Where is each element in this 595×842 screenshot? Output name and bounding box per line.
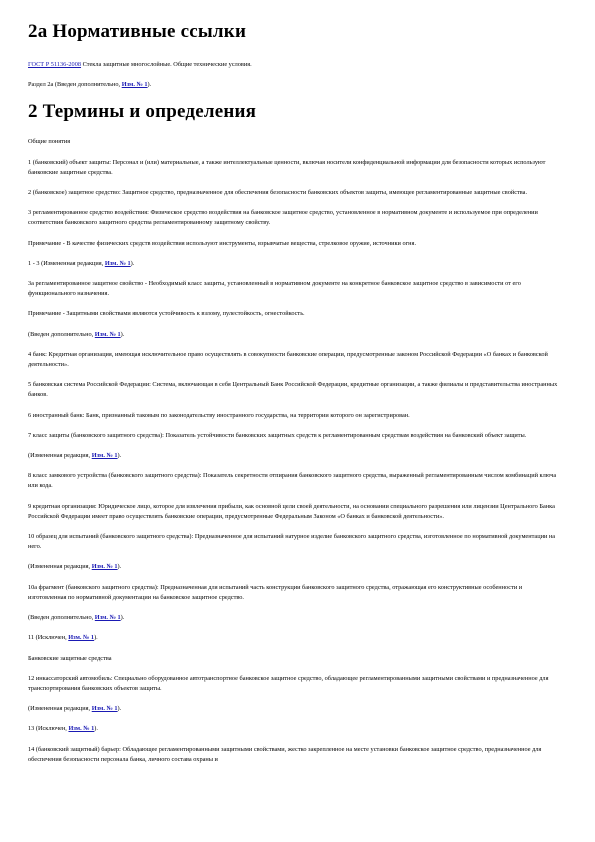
note-text: Раздел 2а (Введен дополнительно, [28,81,122,89]
definition-14: 14 (банковский защитный) барьер: Обладающее регламентированными защитными свойствами, жестко закрепленное на месте установки банковское защитное средство, предназначенное для обеспечения безопасности персонала банка, личного состава охраны и [28,745,542,763]
definition-6: 6 иностранный банк: Банк, признанный таковым по законодательству иностранного государства, на территории которого он зарегистрирован. [28,411,410,419]
gost-title: Стекла защитные многослойные. Общие технические условия. [81,61,252,68]
note-text: (Введен дополнительно, [28,614,95,622]
note-end: ). [94,634,98,642]
amendment-link[interactable]: Изм. № 1 [94,614,121,622]
gost-link[interactable]: ГОСТ Р 51136-2008 [28,61,82,68]
definition-3: 3 регламентированное средство воздействия: Физическое средство воздействия на банковское защитное средство, установленное в нормативном документе и используемое при определении соответствия банковского защитного средства регламентированному защитному свойству. [28,209,538,227]
note-end: ). [117,563,122,571]
amendment-link[interactable]: Изм. № 1 [104,259,131,267]
heading-terms: 2 Термины и определения [28,101,257,123]
note-end: ). [130,259,135,267]
amendment-link[interactable]: Изм. № 1 [121,81,148,89]
note-text: (Измененная редакция, [28,705,92,713]
definition-10a: 10а фрагмент (банковского защитного средства): Предназначенная для испытаний часть конструкции банковского защитного средства, отражающая его конструктивные особенности и изготовленная по нормативной документации на банковское защитное средство. [28,583,523,601]
amendment-link[interactable]: Изм. № 1 [68,725,95,733]
definition-1: 1 (банковский) объект защиты: Персонал и (или) материальные, а также интеллектуальные ценности, включая носители конфиденциальной информации для безопасности которых используют банковские защитные средства. [28,158,546,176]
note-text: 11 (Исключен, [28,634,69,642]
amendment-link[interactable]: Изм. № 1 [91,563,118,571]
note-end: ). [120,614,125,622]
definition-7: 7 класс защиты (банковского защитного средства): Показатель устойчивости банковских защитных средств к регламентированным средствам воздействия на банковский объект защиты. [28,431,527,439]
definition-4: 4 банк: Кредитная организация, имеющая исключительное право осуществлять в совокупности банковские операции, предусмотренные законом Российской Федерации «О банках и банковской деятельности». [28,350,548,369]
definition-5: 5 банковская система Российской Федерации: Система, включающая в себя Центральный Банк Российской Федерации, кредитные организации, а также филиалы и представительства иностранных банков. [28,381,558,399]
definition-9: 9 кредитная организация: Юридическое лицо, которое для извлечения прибыли, как основной цели своей деятельности, на основании специального разрешения или лицензии Центрального Банка Российской Федерации имеет право осуществлять банковские операции, предусмотренные Федеральным Законом «О банках и банковской деятельности». [28,502,555,520]
amendment-link[interactable]: Изм. № 1 [68,634,95,642]
amendment-link[interactable]: Изм. № 1 [91,705,118,713]
definition-8: 8 класс замкового устройства (банковского защитного средства): Показатель секретности отпирания банковского защитного средства, выраженный регламентированным числом комбинаций ключа или кода. [28,472,557,490]
note-text: (Введен дополнительно, [28,330,95,338]
amendment-link[interactable]: Изм. № 1 [94,330,121,338]
section-2a-note [28,80,560,90]
amendment-note [28,330,560,340]
document-page [28,20,560,775]
note-end: ). [117,705,122,713]
excluded-13 [28,724,560,734]
excluded-11 [28,633,560,643]
note-end: ). [147,81,152,89]
note-end: ). [94,725,98,733]
amendment-note [28,613,560,623]
definition-10: 10 образец для испытаний (банковского защитного средства): Предназначенное для испытаний натурное изделие банковского защитного средства, изготовленное по нормативной документации на него. [28,533,556,551]
gost-reference [28,60,560,70]
note-end: ). [120,330,125,338]
definition-3a: 3а регламентированное защитное свойство - Необходимый класс защиты, установленный в нормативном документе на конкретное банковское защитное средство в зависимости от его функционального назначения. [28,280,521,298]
amendment-link[interactable]: Изм. № 1 [91,452,118,460]
general-concepts: Общие понятия [28,138,71,146]
bank-protective-means: Банковские защитные средства [28,654,112,662]
heading-normative-refs: 2а Нормативные ссылки [28,21,247,42]
note-text: 13 (Исключен, [28,725,69,733]
amendment-note [28,259,560,269]
amendment-note [28,451,560,461]
note-end: ). [117,452,122,460]
definition-12: 12 инкассаторский автомобиль: Специально оборудованное автотранспортное банковское защитное средство, обладающее регламентированными защитными свойствами и предназначенное для транспортирования банковских объектов защиты. [28,674,549,692]
amendment-note [28,562,560,572]
note-text: (Измененная редакция, [28,563,92,571]
amendment-note [28,704,560,714]
note-text: (Измененная редакция, [28,452,92,460]
note-2: Примечание - Защитными свойствами являются устойчивость к взлому, пулестойкость, огнестойкость. [28,310,305,318]
note-1: Примечание - В качестве физических средств воздействия используют инструменты, взрывчатые вещества, стрелковое оружие, источники огня. [28,239,417,247]
definition-2: 2 (банковское) защитное средство: Защитное средство, предназначенное для обеспечения безопасности банковских объектов защиты, имеющее регламентированные защитные свойства. [28,189,528,197]
note-text: 1 - 3 (Измененная редакция, [28,259,105,267]
